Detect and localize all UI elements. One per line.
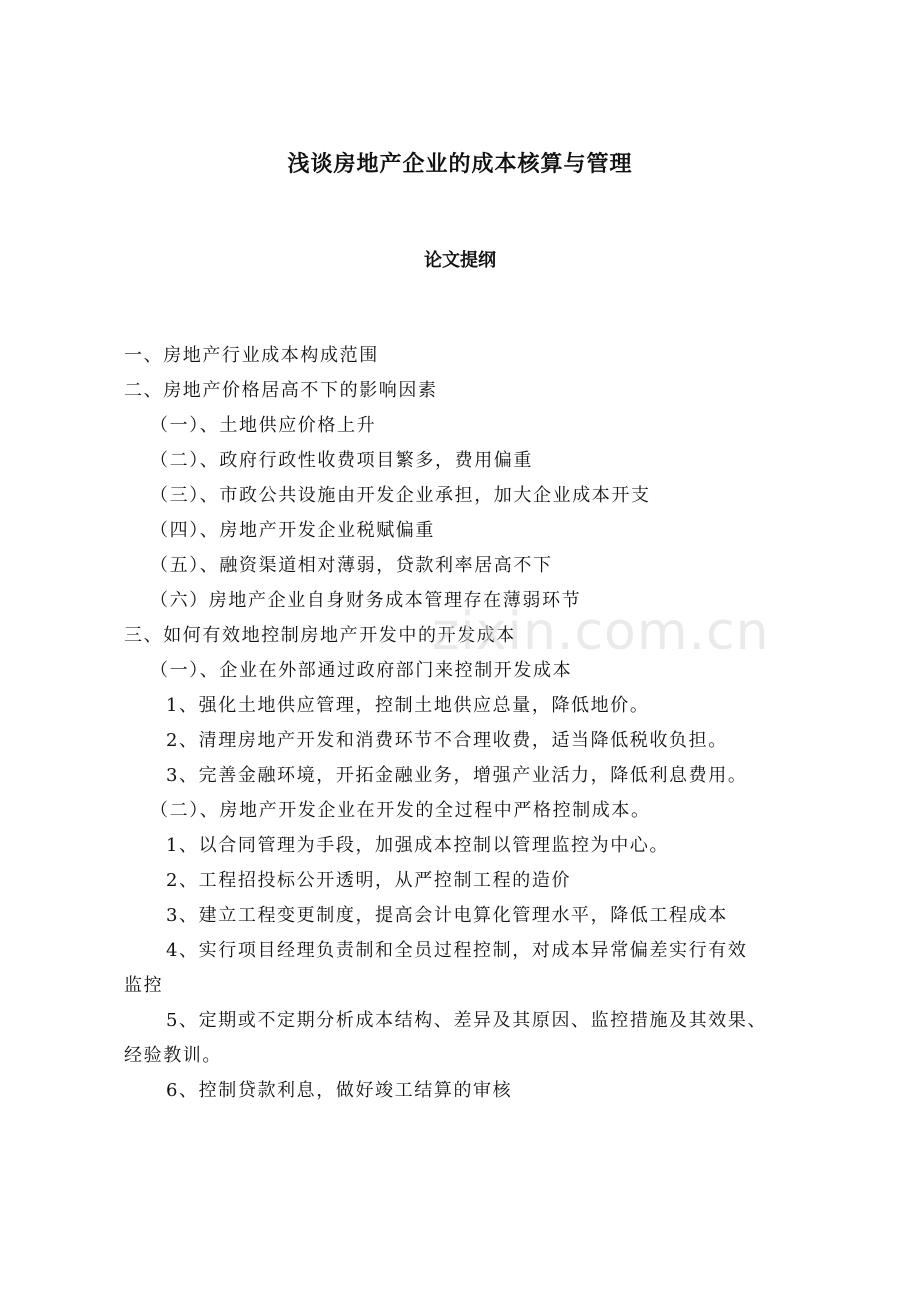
watermark: zixin.com.cn bbox=[432, 602, 770, 662]
outline-item-3-2-6: 6、控制贷款利息，做好竣工结算的审核 bbox=[166, 1080, 513, 1101]
outline bbox=[0, 338, 920, 1108]
outline-section-2: 二、房地产价格居高不下的影响因素 bbox=[124, 380, 438, 401]
outline-item-3-2: （二）、房地产开发企业在开发的全过程中严格控制成本。 bbox=[150, 800, 651, 821]
outline-item-2-3: （三）、市政公共设施由开发企业承担，加大企业成本开支 bbox=[150, 485, 651, 506]
outline-item-3-1-3: 3、完善金融环境，开拓金融业务，增强产业活力，降低利息费用。 bbox=[166, 765, 748, 786]
outline-section-3: 三、如何有效地控制房地产开发中的开发成本 bbox=[124, 625, 516, 646]
outline-item-3-2-5-continued: 经验教训。 bbox=[124, 1045, 222, 1066]
outline-item-3-2-4-continued: 监控 bbox=[124, 975, 164, 996]
document-subtitle: 论文提纲 bbox=[424, 250, 496, 271]
outline-item-3-1: （一）、企业在外部通过政府部门来控制开发成本 bbox=[150, 660, 573, 681]
outline-item-3-2-5: 5、定期或不定期分析成本结构、差异及其原因、监控措施及其效果、 bbox=[166, 1010, 768, 1031]
outline-item-2-6: （六）房地产企业自身财务成本管理存在薄弱环节 bbox=[150, 590, 582, 611]
outline-item-2-5: （五）、融资渠道相对薄弱，贷款利率居高不下 bbox=[150, 555, 553, 576]
outline-item-3-2-3: 3、建立工程变更制度，提高会计电算化管理水平，降低工程成本 bbox=[166, 905, 728, 926]
outline-section-1: 一、房地产行业成本构成范围 bbox=[124, 345, 379, 366]
outline-item-3-1-2: 2、清理房地产开发和消费环节不合理收费，适当降低税收负担。 bbox=[166, 730, 728, 751]
outline-item-3-2-2: 2、工程招投标公开透明，从严控制工程的造价 bbox=[166, 870, 572, 891]
outline-item-2-2: （二）、政府行政性收费项目繁多，费用偏重 bbox=[150, 450, 533, 471]
document-title: 浅谈房地产企业的成本核算与管理 bbox=[287, 152, 633, 177]
outline-item-3-1-1: 1、强化土地供应管理，控制土地供应总量，降低地价。 bbox=[166, 695, 650, 716]
outline-item-3-2-4: 4、实行项目经理负责制和全员过程控制，对成本异常偏差实行有效 bbox=[166, 940, 748, 961]
outline-item-2-1: （一）、土地供应价格上升 bbox=[150, 415, 377, 436]
outline-item-2-4: （四）、房地产开发企业税赋偏重 bbox=[150, 520, 435, 541]
outline-item-3-2-1: 1、以合同管理为手段，加强成本控制以管理监控为中心。 bbox=[166, 835, 670, 856]
